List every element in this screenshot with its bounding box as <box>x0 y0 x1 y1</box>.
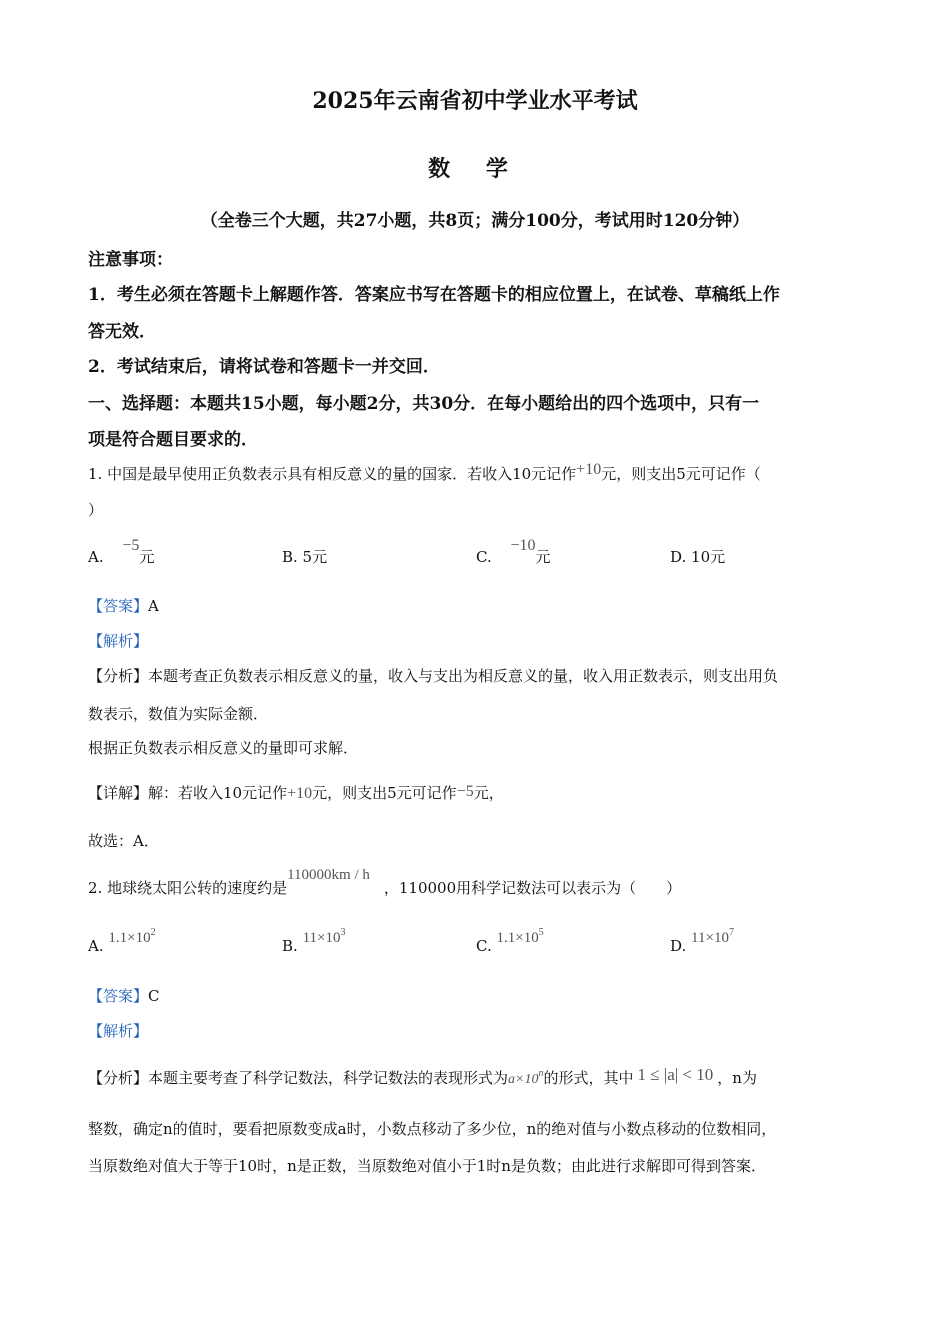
q2-option-d-base: 11×10 <box>691 930 729 946</box>
q1-fenxi-line-1 <box>88 665 778 686</box>
q2-option-c-exp: 5 <box>538 927 544 938</box>
q1-option-c-label: C. <box>476 548 492 566</box>
q1-detail-tag: 【详解】 <box>88 784 149 802</box>
q2-option-d <box>670 927 734 956</box>
q2-option-b-base: 11×10 <box>302 930 341 946</box>
q2-fenxi-math-2: 1 ≤ |a| < 10 <box>637 1065 714 1084</box>
q1-answer-value: A <box>148 597 159 615</box>
q2-fenxi-tag: 【分析】 <box>88 1069 149 1087</box>
q1-option-c-math: −10 <box>510 537 536 554</box>
section-1-line-2: 项是符合题目要求的． <box>88 430 258 450</box>
q2-fenxi-text-c: ，n为 <box>717 1069 757 1087</box>
q1-stem-text-a: 1. 中国是最早使用正负数表示具有相反意义的量的国家．若收入10元记作 <box>88 465 577 483</box>
q2-option-b-exp: 3 <box>340 927 346 938</box>
q2-option-a-math <box>108 927 156 946</box>
q1-fenxi-tag: 【分析】 <box>88 667 149 685</box>
q1-fenxi-line-3: 根据正负数表示相反意义的量即可求解． <box>88 739 359 757</box>
q1-option-a-unit: 元 <box>139 548 155 566</box>
q1-option-d: D. 10元 <box>670 548 726 566</box>
q2-fenxi-text-a: 本题主要考查了科学记数法，科学记数法的表现形式为 <box>148 1069 509 1087</box>
q2-option-a <box>88 927 156 956</box>
section-1-line-1: 一、选择题：本题共15小题，每小题2分，共30分．在每小题给出的四个选项中，只有一 <box>88 394 760 414</box>
q1-option-a-math: −5 <box>122 537 140 554</box>
q2-analysis-tag: 【解析】 <box>88 1022 149 1040</box>
q2-option-b <box>282 927 346 956</box>
q2-fenxi-line-2: 整数，确定n的值时，要看把原数变成a时，小数点移动了多少位，n的绝对值与小数点移动的位数相同， <box>88 1120 777 1138</box>
q2-option-a-exp: 2 <box>150 927 156 938</box>
notice-item-1-line-1: 1．考生必须在答题卡上解题作答．答案应书写在答题卡的相应位置上，在试卷、草稿纸上作 <box>88 285 780 305</box>
q2-fenxi-line-1 <box>88 1067 757 1088</box>
q1-stem-text-b: 元，则支出5元可记作（ <box>601 465 761 483</box>
q1-choice: 故选：A． <box>88 832 159 850</box>
q1-stem-close: ） <box>88 501 104 519</box>
q1-stem <box>88 463 761 484</box>
q1-analysis-tag: 【解析】 <box>88 632 149 650</box>
q1-option-c-unit: 元 <box>535 548 551 566</box>
q1-detail-text-c: 元， <box>473 784 504 802</box>
q2-stem-text-a: 2. 地球绕太阳公转的速度约是 <box>88 879 288 897</box>
q2-stem-text-b: ，110000用科学记数法可以表示为（ ） <box>383 879 682 897</box>
q2-option-b-label: B. <box>282 937 298 955</box>
q1-detail-math-2: −5 <box>456 783 474 800</box>
q1-answer <box>88 595 159 616</box>
q2-option-d-exp: 7 <box>728 927 734 938</box>
q2-option-c-base: 1.1×10 <box>496 930 539 946</box>
q1-detail <box>88 782 504 803</box>
q1-option-b: B. 5元 <box>282 548 328 566</box>
q1-answer-tag: 【答案】 <box>88 597 149 615</box>
q2-answer-tag: 【答案】 <box>88 987 149 1005</box>
q2-stem <box>88 867 682 898</box>
q2-option-b-math <box>302 927 346 946</box>
q2-fenxi-math-1 <box>508 1068 544 1087</box>
notice-item-2: 2．考试结束后，请将试卷和答题卡一并交回． <box>88 357 440 377</box>
notice-heading: 注意事项： <box>88 250 173 270</box>
q2-fenxi-line-3: 当原数绝对值大于等于10时，n是正数，当原数绝对值小于1时n是负数；由此进行求解即可得到答案． <box>88 1157 766 1175</box>
q2-option-c-math <box>496 927 544 946</box>
q1-option-a-label: A. <box>88 548 104 566</box>
q2-option-d-label: D. <box>670 937 687 955</box>
q2-fenxi-math-1-base: a×10 <box>508 1072 539 1087</box>
exam-info: （全卷三个大题，共27小题，共8页；满分100分，考试用时120分钟） <box>200 211 750 231</box>
q1-option-a <box>88 537 155 567</box>
q1-fenxi-line-2: 数表示，数值为实际金额． <box>88 705 269 723</box>
q2-option-d-math <box>691 927 734 946</box>
notice-item-1-line-2: 答无效． <box>88 322 156 342</box>
q1-detail-text-b: 元，则支出5元可记作 <box>312 784 457 802</box>
subject-title: 数 学 <box>428 156 522 182</box>
q2-option-a-label: A. <box>88 937 104 955</box>
q2-answer <box>88 985 160 1006</box>
q2-fenxi-math-1-exp: n <box>538 1068 544 1079</box>
q1-option-c <box>476 537 551 567</box>
q2-answer-value: C <box>148 987 160 1005</box>
q2-option-a-base: 1.1×10 <box>108 930 151 946</box>
q1-detail-text-a: 解：若收入10元记作 <box>148 784 288 802</box>
q2-option-c-label: C. <box>476 937 492 955</box>
q2-fenxi-text-b: 的形式，其中 <box>543 1069 634 1087</box>
q1-fenxi-text-a: 本题考查正负数表示相反意义的量，收入与支出为相反意义的量，收入用正数表示，则支出用负 <box>148 667 779 685</box>
exam-title: 2025年云南省初中学业水平考试 <box>312 88 638 114</box>
q2-stem-math: 110000km / h <box>287 867 370 883</box>
q2-option-c <box>476 927 544 956</box>
q1-stem-math: +10 <box>576 461 602 478</box>
q1-detail-math-1: +10 <box>287 785 313 802</box>
